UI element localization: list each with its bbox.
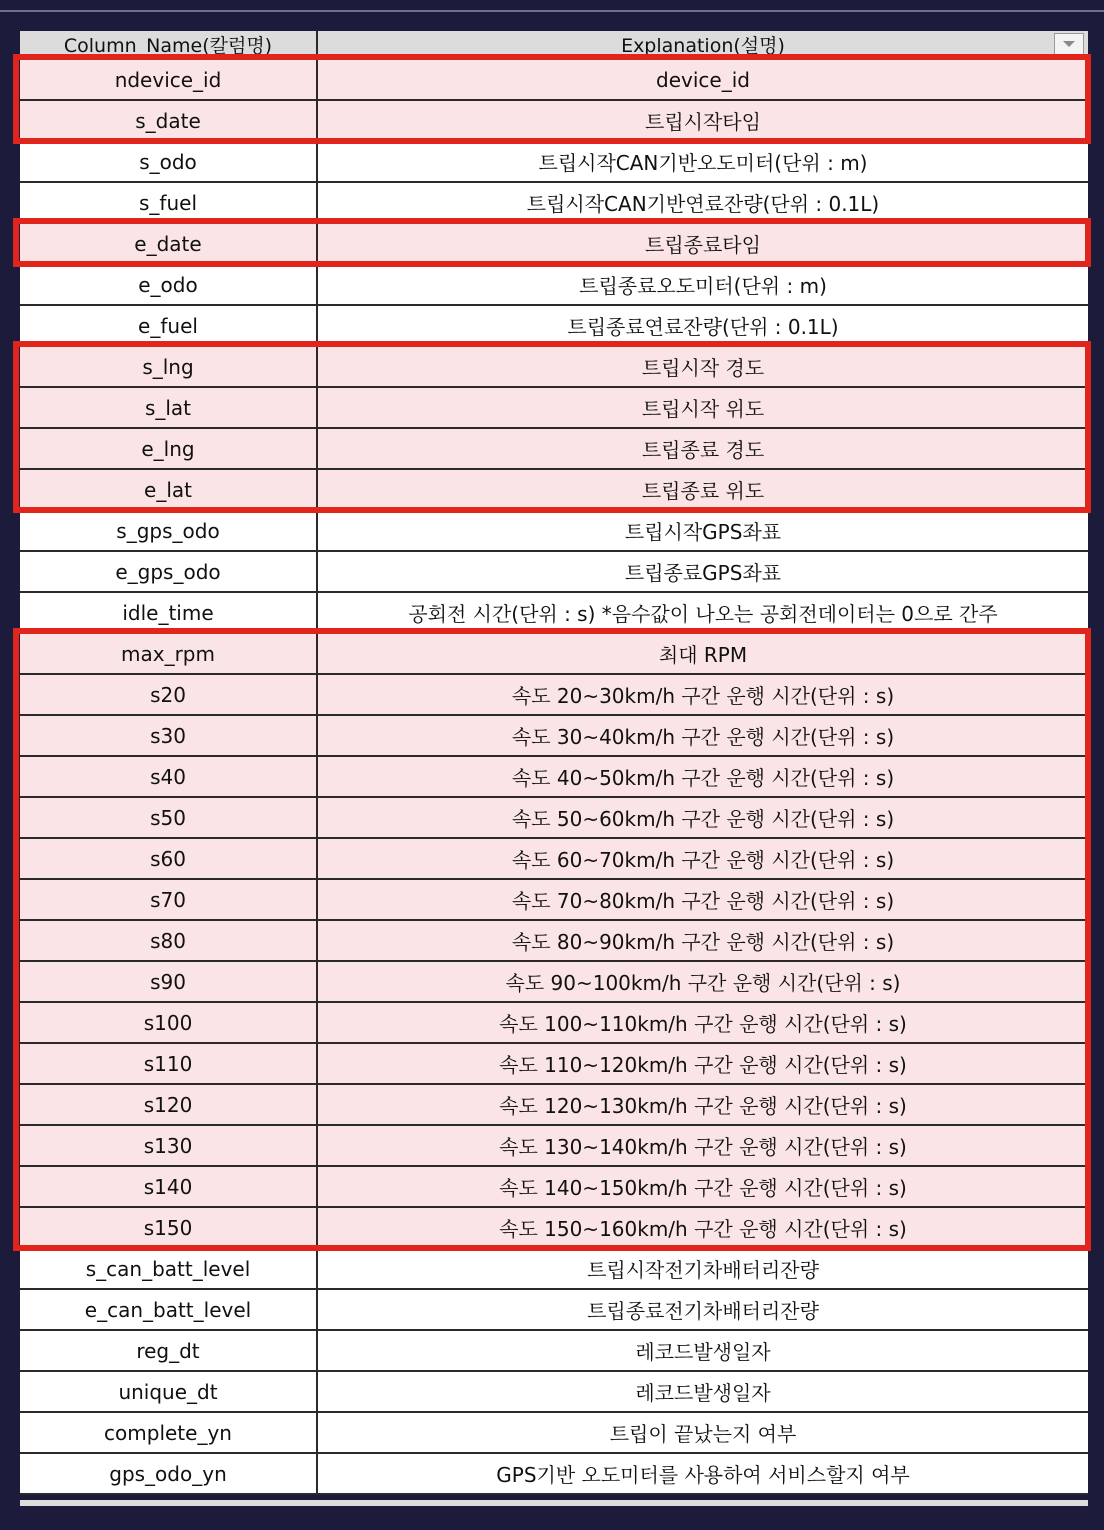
- chevron-down-icon: [1062, 39, 1076, 49]
- explanation-cell: 트립종료GPS좌표: [624, 561, 782, 585]
- column-name-cell: s_lat: [20, 388, 318, 427]
- table-row: [20, 265, 1088, 306]
- column-name-cell: s130: [20, 1126, 318, 1165]
- table-row: [20, 511, 1088, 552]
- table-header-row: [20, 31, 1088, 60]
- explanation-cell: 속도 150~160km/h 구간 운행 시간(단위 : s): [499, 1217, 907, 1241]
- explanation-cell: 속도 40~50km/h 구간 운행 시간(단위 : s): [511, 766, 895, 790]
- header-explanation-label: Explanation(설명): [621, 35, 785, 57]
- explanation-cell: 속도 100~110km/h 구간 운행 시간(단위 : s): [499, 1012, 907, 1036]
- table-row: [20, 880, 1088, 921]
- table-row: [20, 183, 1088, 224]
- explanation-cell: 레코드발생일자: [635, 1340, 771, 1364]
- column-name-cell: reg_dt: [20, 1331, 318, 1370]
- column-name-cell: ndevice_id: [20, 60, 318, 99]
- table-row: [20, 675, 1088, 716]
- header-explanation: [318, 31, 1088, 58]
- table-row: [20, 60, 1088, 101]
- table-row: [20, 388, 1088, 429]
- table-row: [20, 1044, 1088, 1085]
- column-name-cell: s40: [20, 757, 318, 796]
- table-row: [20, 1003, 1088, 1044]
- column-name-cell: idle_time: [20, 593, 318, 632]
- table-row: [20, 552, 1088, 593]
- explanation-cell: 속도 140~150km/h 구간 운행 시간(단위 : s): [499, 1176, 907, 1200]
- column-name-cell: s120: [20, 1085, 318, 1124]
- table-row: [20, 142, 1088, 183]
- explanation-cell: 속도 70~80km/h 구간 운행 시간(단위 : s): [511, 889, 895, 913]
- explanation-cell: 트립종료전기차배터리잔량: [587, 1299, 819, 1323]
- header-column-name: Column_Name(칼럼명): [20, 31, 318, 58]
- column-name-cell: e_odo: [20, 265, 318, 304]
- top-divider: [0, 10, 1104, 12]
- table-row: [20, 839, 1088, 880]
- column-name-cell: s_lng: [20, 347, 318, 386]
- table-row: [20, 1208, 1088, 1249]
- column-name-cell: s80: [20, 921, 318, 960]
- column-name-cell: s_can_batt_level: [20, 1249, 318, 1288]
- table-row: [20, 1249, 1088, 1290]
- column-name-cell: s140: [20, 1167, 318, 1206]
- table-row: [20, 1167, 1088, 1208]
- column-name-cell: max_rpm: [20, 634, 318, 673]
- column-name-cell: s70: [20, 880, 318, 919]
- explanation-cell: 트립시작타임: [645, 110, 761, 134]
- explanation-cell: 속도 30~40km/h 구간 운행 시간(단위 : s): [511, 725, 895, 749]
- explanation-cell: 속도 120~130km/h 구간 운행 시간(단위 : s): [499, 1094, 907, 1118]
- explanation-cell: 트립시작CAN기반오도미터(단위 : m): [538, 151, 868, 175]
- column-name-cell: complete_yn: [20, 1413, 318, 1452]
- explanation-cell: 트립종료 경도: [641, 438, 765, 462]
- column-name-cell: e_fuel: [20, 306, 318, 345]
- explanation-cell: 속도 60~70km/h 구간 운행 시간(단위 : s): [511, 848, 895, 872]
- column-name-cell: e_lng: [20, 429, 318, 468]
- explanation-cell: 속도 130~140km/h 구간 운행 시간(단위 : s): [499, 1135, 907, 1159]
- column-name-cell: s150: [20, 1208, 318, 1247]
- explanation-cell: 공회전 시간(단위 : s) *음수값이 나오는 공회전데이터는 0으로 간주: [408, 602, 998, 626]
- explanation-cell: 트립시작CAN기반연료잔량(단위 : 0.1L): [526, 192, 880, 216]
- table-row: [20, 347, 1088, 388]
- explanation-cell: 트립시작GPS좌표: [624, 520, 782, 544]
- explanation-cell: 속도 20~30km/h 구간 운행 시간(단위 : s): [511, 684, 895, 708]
- column-name-cell: s_gps_odo: [20, 511, 318, 550]
- explanation-cell: 레코드발생일자: [635, 1381, 771, 1405]
- table-row: [20, 798, 1088, 839]
- column-name-cell: s_odo: [20, 142, 318, 181]
- column-name-cell: s_fuel: [20, 183, 318, 222]
- column-name-cell: e_date: [20, 224, 318, 263]
- table-row: [20, 1085, 1088, 1126]
- column-name-cell: e_gps_odo: [20, 552, 318, 591]
- explanation-cell: 트립시작전기차배터리잔량: [587, 1258, 819, 1282]
- table-bottom-edge: [20, 1500, 1088, 1506]
- table-row: [20, 101, 1088, 142]
- explanation-cell: 속도 110~120km/h 구간 운행 시간(단위 : s): [499, 1053, 907, 1077]
- column-name-cell: s60: [20, 839, 318, 878]
- explanation-cell: 속도 80~90km/h 구간 운행 시간(단위 : s): [511, 930, 895, 954]
- table-row: [20, 429, 1088, 470]
- column-name-cell: s_date: [20, 101, 318, 140]
- explanation-cell: 트립시작 위도: [641, 397, 765, 421]
- column-name-cell: s30: [20, 716, 318, 755]
- explanation-cell: 트립종료타임: [645, 233, 761, 257]
- table-row: [20, 1126, 1088, 1167]
- table-row: [20, 1290, 1088, 1331]
- column-name-cell: unique_dt: [20, 1372, 318, 1411]
- table-row: [20, 757, 1088, 798]
- table-row: [20, 1372, 1088, 1413]
- explanation-cell: GPS기반 오도미터를 사용하여 서비스할지 여부: [496, 1463, 910, 1487]
- table-row: [20, 1331, 1088, 1372]
- column-name-cell: e_lat: [20, 470, 318, 509]
- table-row: [20, 716, 1088, 757]
- explanation-cell: 속도 90~100km/h 구간 운행 시간(단위 : s): [505, 971, 901, 995]
- explanation-cell: device_id: [656, 67, 750, 92]
- table-row: [20, 593, 1088, 634]
- explanation-cell: 트립시작 경도: [641, 356, 765, 380]
- explanation-cell: 트립종료오도미터(단위 : m): [579, 274, 827, 298]
- table-row: [20, 1413, 1088, 1454]
- table-row: [20, 634, 1088, 675]
- column-name-cell: gps_odo_yn: [20, 1454, 318, 1493]
- column-name-cell: s20: [20, 675, 318, 714]
- column-name-cell: e_can_batt_level: [20, 1290, 318, 1329]
- column-table: [20, 31, 1088, 1495]
- table-row: [20, 224, 1088, 265]
- column-name-cell: s90: [20, 962, 318, 1001]
- explanation-cell: 트립이 끝났는지 여부: [609, 1422, 797, 1446]
- column-name-cell: s110: [20, 1044, 318, 1083]
- column-name-cell: s50: [20, 798, 318, 837]
- column-name-cell: s100: [20, 1003, 318, 1042]
- table-row: [20, 921, 1088, 962]
- table-row: [20, 470, 1088, 511]
- explanation-cell: 트립종료 위도: [641, 479, 765, 503]
- explanation-cell: 트립종료연료잔량(단위 : 0.1L): [567, 315, 839, 339]
- explanation-cell: 속도 50~60km/h 구간 운행 시간(단위 : s): [511, 807, 895, 831]
- filter-dropdown-button[interactable]: [1054, 33, 1084, 55]
- explanation-cell: 최대 RPM: [658, 643, 748, 667]
- table-row: [20, 306, 1088, 347]
- table-row: [20, 962, 1088, 1003]
- table-row: [20, 1454, 1088, 1495]
